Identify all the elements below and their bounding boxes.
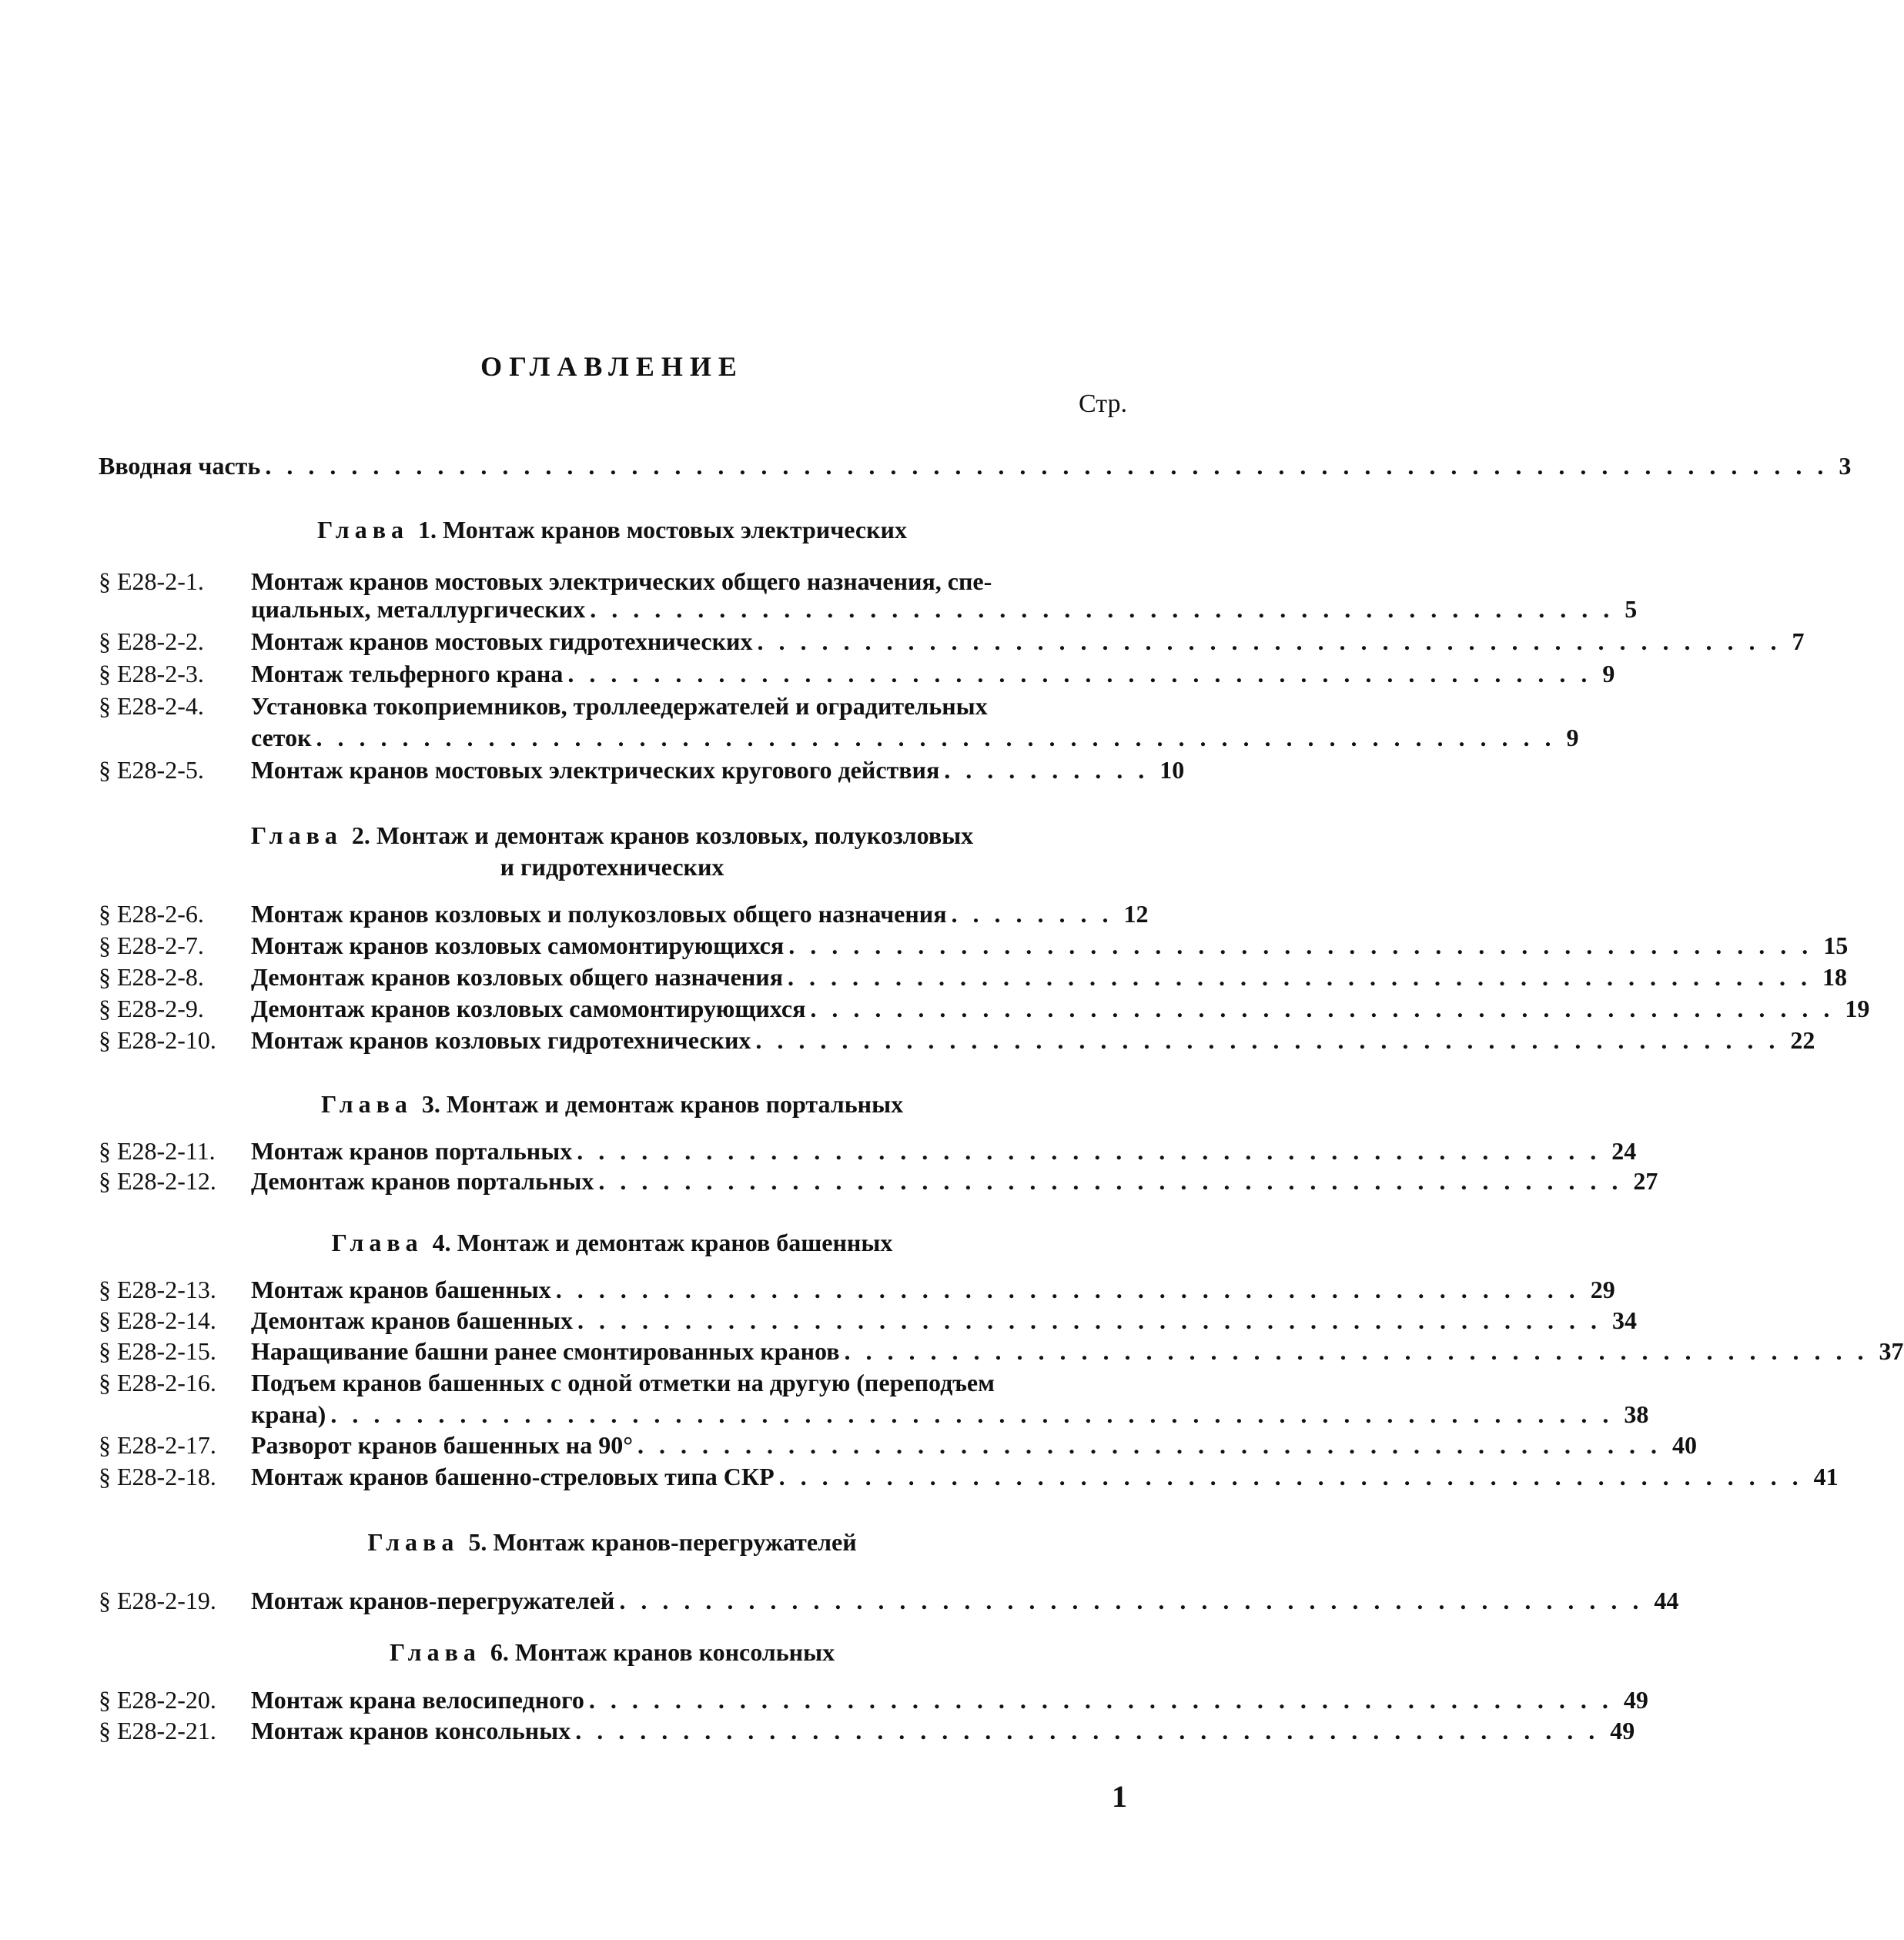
leader-dots: . . . . . . . . . . . . . . . . . . . . . . . . . . . . . . . . . . . . . . . . . . . . . . . . . . . . . . . . . . bbox=[316, 724, 1556, 751]
toc-entry[interactable] bbox=[99, 898, 1149, 929]
entry-title: Демонтаж кранов козловых самомонтирующихся bbox=[251, 995, 806, 1022]
entry-code: § Е28-2-17. bbox=[99, 1431, 216, 1459]
entry-code: § Е28-2-20. bbox=[99, 1686, 216, 1714]
toc-entry[interactable] bbox=[99, 1166, 1658, 1196]
entry-page: 41 bbox=[1813, 1463, 1839, 1490]
entry-code: § Е28-2-6. bbox=[99, 900, 204, 928]
leader-dots: . . . . . . . . . . . . . . . . . . . . . . . . . . . . . . . . . . . . . . . . . . . . . . . . bbox=[788, 932, 1813, 959]
entry-page: 9 bbox=[1566, 724, 1579, 751]
chapter-number: 1. bbox=[418, 516, 437, 544]
chapter-label: Глава bbox=[331, 1229, 423, 1256]
toc-entry[interactable] bbox=[99, 1684, 1648, 1715]
chapter-heading bbox=[0, 514, 1224, 545]
chapter-label: Глава bbox=[389, 1638, 481, 1666]
entry-page: 22 bbox=[1790, 1026, 1815, 1054]
leader-dots: . . . . . . . . . . bbox=[944, 756, 1149, 784]
toc-entry[interactable] bbox=[99, 1025, 1815, 1055]
chapter-number: 4. bbox=[432, 1229, 451, 1256]
chapter-title: Монтаж кранов мостовых электрических bbox=[443, 516, 907, 544]
entry-title-cont: сеток bbox=[251, 724, 312, 751]
entry-code: § Е28-2-9. bbox=[99, 995, 204, 1022]
leader-dots: . . . . . . . . . . . . . . . . . . . . . . . . . . . . . . . . . . . . . . . . . . . . . . . . bbox=[755, 1026, 1780, 1054]
toc-entry-continuation[interactable] bbox=[251, 1399, 1649, 1430]
leader-dots: . . . . . . . . . . . . . . . . . . . . . . . . . . . . . . . . . . . . . . . . . . . . . . . . bbox=[575, 1717, 1600, 1744]
entry-page: 44 bbox=[1654, 1587, 1679, 1614]
entry-title: Монтаж кранов башенно-стреловых типа СКР bbox=[251, 1463, 775, 1490]
toc-entry[interactable] bbox=[99, 1305, 1637, 1336]
leader-dots: . . . . . . . . . . . . . . . . . . . . . . . . . . . . . . . . . . . . . . . . . . . . . . . . bbox=[590, 595, 1615, 623]
toc-entry[interactable] bbox=[99, 1430, 1698, 1460]
toc-entry[interactable] bbox=[99, 1715, 1635, 1746]
entry-code: § Е28-2-8. bbox=[99, 963, 204, 991]
entry-page: 49 bbox=[1610, 1717, 1635, 1744]
entry-title: Разворот кранов башенных на 90° bbox=[251, 1431, 634, 1459]
entry-code: § Е28-2-5. bbox=[99, 756, 204, 784]
toc-entry[interactable] bbox=[99, 1367, 1127, 1398]
entry-page: 18 bbox=[1822, 963, 1848, 991]
chapter-heading bbox=[0, 1227, 1224, 1258]
chapter-number: 3. bbox=[421, 1090, 440, 1118]
entry-page: 19 bbox=[1845, 995, 1870, 1022]
toc-entry[interactable] bbox=[99, 930, 1849, 961]
chapter-number: 2. bbox=[351, 821, 370, 849]
entry-title: Монтаж кранов козловых и полукозловых общего назначения bbox=[251, 900, 947, 928]
entry-title: Монтаж кранов козловых самомонтирующихся bbox=[251, 932, 785, 959]
toc-entry[interactable] bbox=[99, 1461, 1839, 1492]
toc-entry-continuation[interactable] bbox=[251, 594, 1638, 624]
chapter-title: Монтаж и демонтаж кранов портальных bbox=[446, 1090, 904, 1118]
entry-code: § Е28-2-16. bbox=[99, 1369, 216, 1396]
toc-entry[interactable] bbox=[99, 658, 1615, 689]
entry-code: § Е28-2-7. bbox=[99, 932, 204, 959]
chapter-title: Монтаж кранов консольных bbox=[514, 1638, 835, 1666]
chapter-label: Глава bbox=[250, 821, 343, 849]
entry-page: 38 bbox=[1624, 1400, 1649, 1428]
entry-code: § Е28-2-18. bbox=[99, 1463, 216, 1490]
chapter-label: Глава bbox=[320, 1090, 413, 1118]
entry-page: 40 bbox=[1672, 1431, 1698, 1459]
leader-dots: . . . . . . . . . . . . . . . . . . . . . . . . . . . . . . . . . . . . . . . . . . . . . . . . . . . . . . . . . . . . . . . . . . . . . . . . . bbox=[265, 452, 1829, 480]
toc-entry[interactable] bbox=[99, 1585, 1679, 1616]
entry-title-cont: крана) bbox=[251, 1400, 326, 1428]
entry-title: Монтаж тельферного крана bbox=[251, 660, 564, 687]
entry-code: § Е28-2-10. bbox=[99, 1026, 216, 1054]
entry-title: Демонтаж кранов портальных bbox=[251, 1167, 594, 1195]
chapter-heading bbox=[0, 1527, 1224, 1557]
page-number: 1 bbox=[1112, 1779, 1127, 1814]
toc-entry[interactable] bbox=[99, 993, 1870, 1024]
page-column-header: Стр. bbox=[1078, 390, 1127, 418]
toc-entry[interactable] bbox=[99, 566, 1127, 597]
entry-title: Демонтаж кранов козловых общего назначения bbox=[251, 963, 784, 991]
entry-page: 49 bbox=[1623, 1686, 1648, 1714]
toc-entry[interactable] bbox=[99, 754, 1185, 785]
chapter-heading bbox=[0, 820, 1224, 851]
toc-entry[interactable] bbox=[99, 1136, 1637, 1166]
leader-dots: . . . . . . . . . . . . . . . . . . . . . . . . . . . . . . . . . . . . . . . . . . . . . . . . bbox=[778, 1463, 1803, 1490]
leader-dots: . . . . . . . . . . . . . . . . . . . . . . . . . . . . . . . . . . . . . . . . . . . . . . . . . . . . . . . . . . . . bbox=[330, 1400, 1614, 1428]
toc-entry[interactable] bbox=[99, 1274, 1615, 1305]
chapter-heading-cont: и гидротехнических bbox=[500, 853, 724, 881]
entry-title: Монтаж кранов башенных bbox=[251, 1276, 551, 1303]
chapter-number: 5. bbox=[468, 1528, 487, 1556]
toc-entry[interactable] bbox=[99, 626, 1805, 657]
leader-dots: . . . . . . . . . . . . . . . . . . . . . . . . . . . . . . . . . . . . . . . . . . . . . . . . bbox=[577, 1306, 1601, 1334]
entry-code: § Е28-2-13. bbox=[99, 1276, 216, 1303]
leader-dots: . . . . . . . . . . . . . . . . . . . . . . . . . . . . . . . . . . . . . . . . . . . . . . . . bbox=[567, 660, 1592, 687]
chapter-title: Монтаж и демонтаж кранов козловых, полукозловых bbox=[376, 821, 974, 849]
toc-title: ОГЛАВЛЕНИЕ bbox=[480, 351, 744, 382]
entry-code: § Е28-2-15. bbox=[99, 1337, 216, 1365]
entry-title: Монтаж кранов консольных bbox=[251, 1717, 571, 1744]
leader-dots: . . . . . . . . . . . . . . . . . . . . . . . . . . . . . . . . . . . . . . . . . . . . . . . . bbox=[844, 1337, 1869, 1365]
leader-dots: . . . . . . . . . . . . . . . . . . . . . . . . . . . . . . . . . . . . . . . . . . . . . . . . bbox=[637, 1431, 1662, 1459]
intro-label: Вводная часть bbox=[99, 452, 261, 480]
entry-title: Установка токоприемников, троллеедержателей и оградительных bbox=[251, 692, 988, 720]
entry-page: 12 bbox=[1123, 900, 1149, 928]
entry-title: Монтаж крана велосипедного bbox=[251, 1686, 584, 1714]
entry-code: § Е28-2-3. bbox=[99, 660, 204, 687]
toc-entry-continuation[interactable] bbox=[251, 722, 1579, 753]
toc-entry[interactable] bbox=[99, 1336, 1904, 1366]
entry-title: Монтаж кранов мостовых электрических общего назначения, спе- bbox=[251, 567, 992, 595]
entry-code: § Е28-2-12. bbox=[99, 1167, 216, 1195]
entry-page: 5 bbox=[1625, 595, 1638, 623]
leader-dots: . . . . . . . . . . . . . . . . . . . . . . . . . . . . . . . . . . . . . . . . . . . . . . . . bbox=[810, 995, 1835, 1022]
entry-code: § Е28-2-1. bbox=[99, 567, 204, 595]
entry-code: § Е28-2-21. bbox=[99, 1717, 216, 1744]
entry-code: § Е28-2-11. bbox=[99, 1137, 216, 1165]
toc-entry[interactable] bbox=[99, 962, 1848, 992]
leader-dots: . . . . . . . . . . . . . . . . . . . . . . . . . . . . . . . . . . . . . . . . . . . . . . . . bbox=[619, 1587, 1644, 1614]
chapter-label: Глава bbox=[367, 1528, 460, 1556]
leader-dots: . . . . . . . . bbox=[951, 900, 1113, 928]
chapter-title: Монтаж кранов-перегружателей bbox=[493, 1528, 857, 1556]
entry-page: 34 bbox=[1611, 1306, 1637, 1334]
entry-page: 9 bbox=[1602, 660, 1615, 687]
entry-page: 24 bbox=[1611, 1137, 1637, 1165]
leader-dots: . . . . . . . . . . . . . . . . . . . . . . . . . . . . . . . . . . . . . . . . . . . . . . . . bbox=[757, 627, 1782, 655]
chapter-number: 6. bbox=[490, 1638, 509, 1666]
entry-page: 10 bbox=[1159, 756, 1185, 784]
entry-page: 29 bbox=[1590, 1276, 1615, 1303]
chapter-label: Глава bbox=[317, 516, 410, 544]
entry-page: 27 bbox=[1633, 1167, 1658, 1195]
entry-title: Демонтаж кранов башенных bbox=[251, 1306, 573, 1334]
entry-title: Монтаж кранов мостовых электрических кругового действия bbox=[251, 756, 940, 784]
entry-code: § Е28-2-4. bbox=[99, 692, 204, 720]
entry-title: Наращивание башни ранее смонтированных кранов bbox=[251, 1337, 840, 1365]
entry-title: Монтаж кранов портальных bbox=[251, 1137, 573, 1165]
entry-title: Подъем кранов башенных с одной отметки на другую (переподъем bbox=[251, 1369, 995, 1396]
entry-code: § Е28-2-19. bbox=[99, 1587, 216, 1614]
leader-dots: . . . . . . . . . . . . . . . . . . . . . . . . . . . . . . . . . . . . . . . . . . . . . . . . bbox=[555, 1276, 1580, 1303]
toc-intro-line[interactable] bbox=[99, 450, 1852, 481]
leader-dots: . . . . . . . . . . . . . . . . . . . . . . . . . . . . . . . . . . . . . . . . . . . . . . . . bbox=[788, 963, 1812, 991]
entry-title: Монтаж кранов-перегружателей bbox=[251, 1587, 615, 1614]
entry-page: 15 bbox=[1823, 932, 1849, 959]
chapter-heading bbox=[0, 1089, 1224, 1119]
leader-dots: . . . . . . . . . . . . . . . . . . . . . . . . . . . . . . . . . . . . . . . . . . . . . . . . bbox=[598, 1167, 1623, 1195]
entry-page: 7 bbox=[1792, 627, 1805, 655]
entry-code: § Е28-2-14. bbox=[99, 1306, 216, 1334]
intro-page: 3 bbox=[1839, 452, 1852, 480]
entry-title: Монтаж кранов мостовых гидротехнических bbox=[251, 627, 753, 655]
leader-dots: . . . . . . . . . . . . . . . . . . . . . . . . . . . . . . . . . . . . . . . . . . . . . . . . bbox=[588, 1686, 1613, 1714]
chapter-heading bbox=[0, 1637, 1224, 1667]
entry-code: § Е28-2-2. bbox=[99, 627, 204, 655]
entry-title-cont: циальных, металлургических bbox=[251, 595, 586, 623]
entry-page: 37 bbox=[1879, 1337, 1904, 1365]
toc-entry[interactable] bbox=[99, 691, 1127, 721]
chapter-title: Монтаж и демонтаж кранов башенных bbox=[457, 1229, 893, 1256]
leader-dots: . . . . . . . . . . . . . . . . . . . . . . . . . . . . . . . . . . . . . . . . . . . . . . . . bbox=[577, 1137, 1601, 1165]
entry-title: Монтаж кранов козловых гидротехнических bbox=[251, 1026, 751, 1054]
